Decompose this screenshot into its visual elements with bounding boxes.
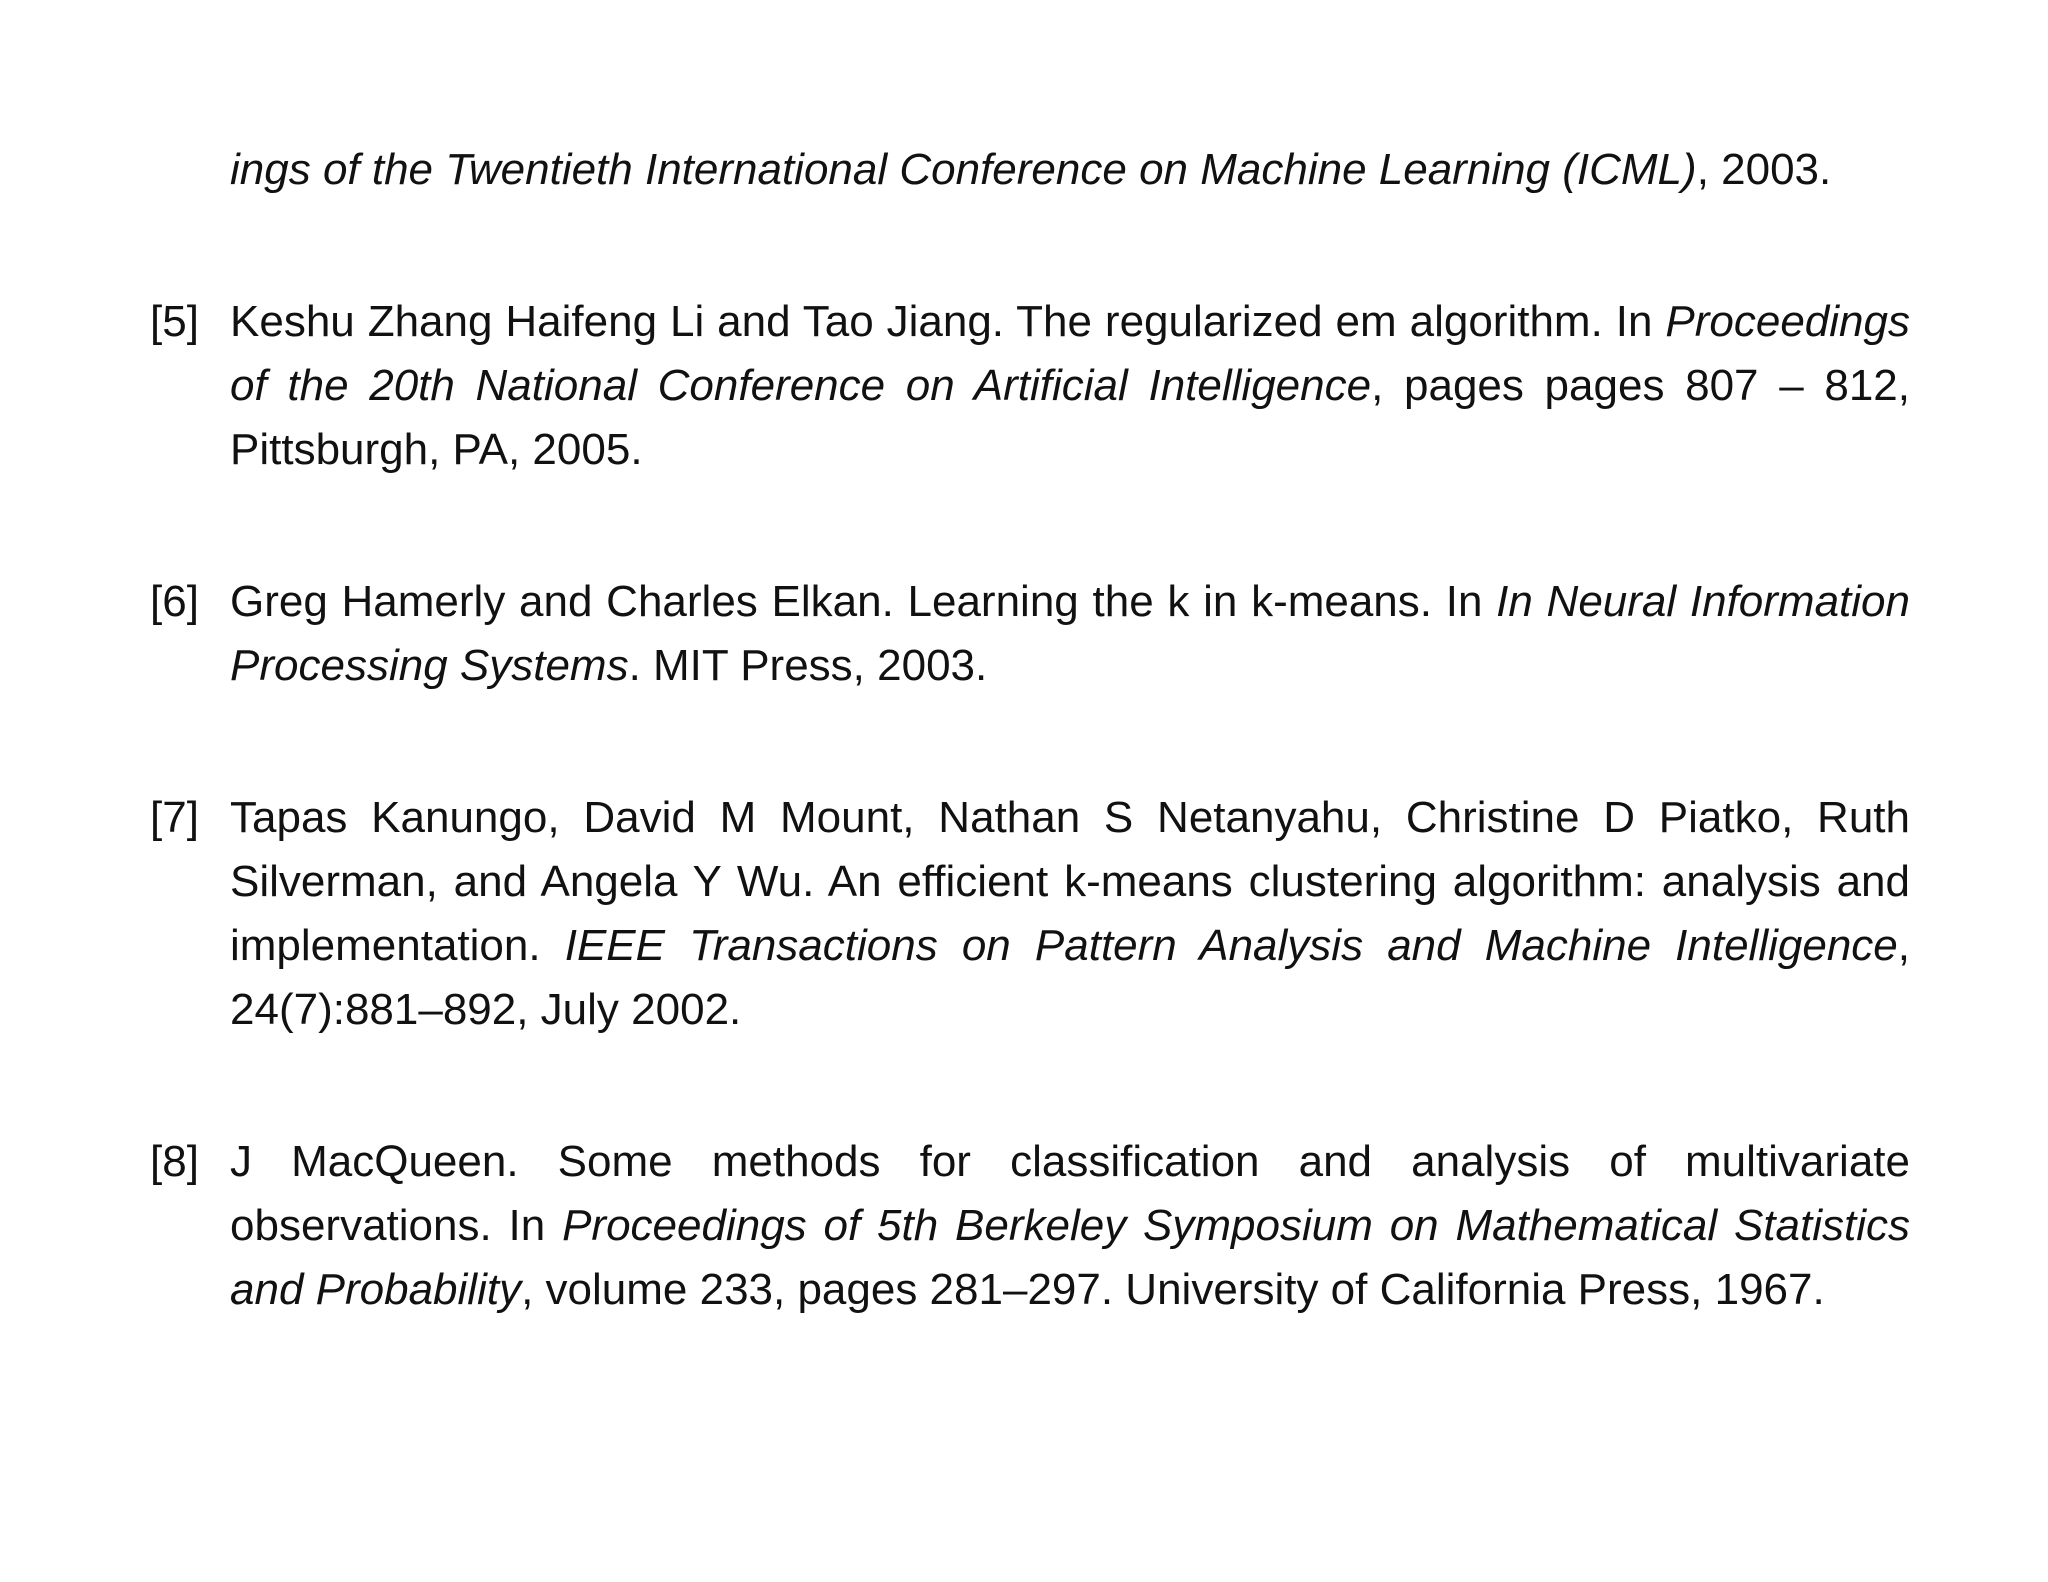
reference-tail: , pages pages 807 – 812, Pittsburgh, PA, 2005. xyxy=(230,361,1910,474)
reference-5 xyxy=(150,290,1910,482)
reference-8 xyxy=(150,1130,1910,1322)
reference-venue: ings of the Twentieth International Conference on Machine Learning (ICML) xyxy=(230,145,1697,194)
reference-tail: . MIT Press, 2003. xyxy=(628,641,988,690)
reference-continued xyxy=(150,138,1910,202)
reference-tail: , 24(7):881–892, July 2002. xyxy=(230,921,1910,1034)
reference-venue: IEEE Transactions on Pattern Analysis and Machine Intelligence xyxy=(564,921,1898,970)
reference-number: [5] xyxy=(150,297,199,346)
reference-venue: Proceedings of the 20th National Conference on Artificial Intelligence xyxy=(230,297,1910,410)
reference-lead: Keshu Zhang Haifeng Li and Tao Jiang. The regularized em algorithm. In xyxy=(230,297,1666,346)
reference-number: [6] xyxy=(150,577,199,626)
reference-6 xyxy=(150,570,1910,698)
reference-tail: , volume 233, pages 281–297. University of California Press, 1967. xyxy=(521,1265,1825,1314)
reference-number: [8] xyxy=(150,1137,199,1186)
reference-lead: J MacQueen. Some methods for classification and analysis of multivariate observations. In xyxy=(230,1137,1910,1250)
reference-lead: Greg Hamerly and Charles Elkan. Learning the k in k-means. In xyxy=(230,577,1497,626)
reference-7 xyxy=(150,786,1910,1042)
reference-list xyxy=(150,138,1910,1322)
reference-venue: Proceedings of 5th Berkeley Symposium on Mathematical Statistics and Probability xyxy=(230,1201,1910,1314)
reference-tail: , 2003. xyxy=(1696,145,1832,194)
reference-lead: Tapas Kanungo, David M Mount, Nathan S Netanyahu, Christine D Piatko, Ruth Silverman, and Angela Y Wu. An efficient k-means clustering algorithm: analysis and implementation. xyxy=(230,793,1910,970)
reference-number: [7] xyxy=(150,793,199,842)
reference-venue: In Neural Information Processing Systems xyxy=(230,577,1910,690)
